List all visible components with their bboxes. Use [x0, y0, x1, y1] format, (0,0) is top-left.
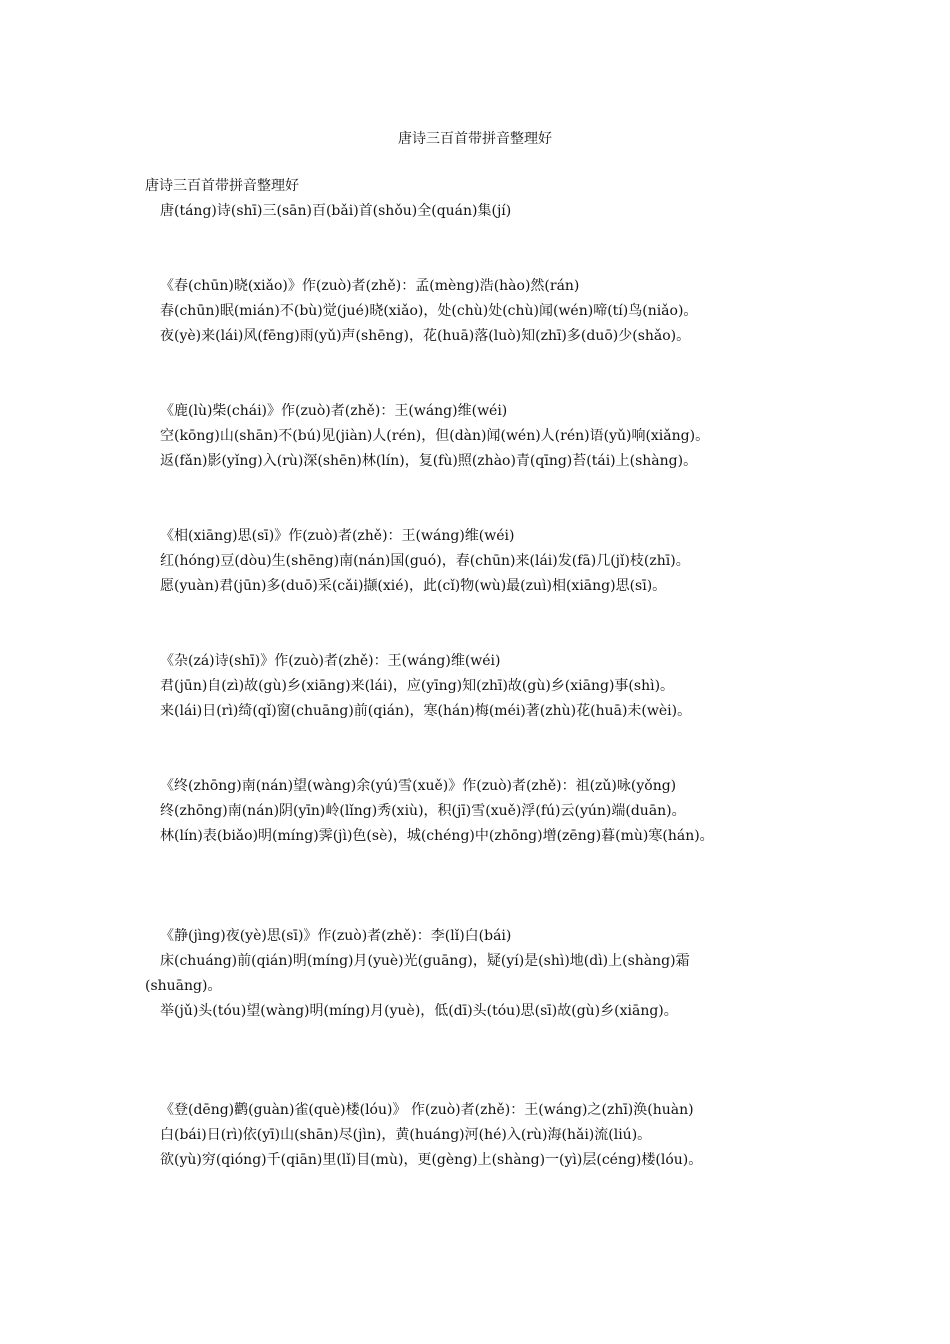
poem-line: 春(chūn)眠(mián)不(bù)觉(jué)晓(xiǎo)，处(chù)处(chù)闻(wén)啼(tí)鸟(niǎo)。 [160, 303, 698, 319]
poem-line: 林(lín)表(biǎo)明(míng)霁(jì)色(sè)，城(chéng)中(zhōng)增(zēng)暮(mù)寒(hán)。 [160, 828, 714, 844]
poem-line: 来(lái)日(rì)绮(qǐ)窗(chuāng)前(qián)，寒(hán)梅(méi)著(zhù)花(huā)未(wèi)。 [160, 703, 692, 719]
poem-line: 愿(yuàn)君(jūn)多(duō)采(cǎi)撷(xié)，此(cǐ)物(wù)最(zuì)相(xiāng)思(sī)。 [160, 578, 667, 594]
document-title: 唐诗三百首带拼音整理好 [398, 131, 552, 147]
poem-header: 《终(zhōng)南(nán)望(wàng)余(yú)雪(xuě)》作(zuò)者(zhě)：祖(zǔ)咏(yǒng) [160, 778, 677, 794]
poem-header: 《相(xiāng)思(sī)》作(zuò)者(zhě)：王(wáng)维(wéi) [160, 528, 515, 544]
poem-header: 《登(dēng)鹳(guàn)雀(què)楼(lóu)》 作(zuò)者(zhě)：王(wáng)之(zhī)涣(huàn) [160, 1102, 694, 1118]
poem-line: 终(zhōng)南(nán)阴(yīn)岭(lǐng)秀(xiù)，积(jī)雪(xuě)浮(fú)云(yún)端(duān)。 [160, 803, 686, 819]
poem-line: 举(jǔ)头(tóu)望(wàng)明(míng)月(yuè)，低(dī)头(tóu)思(sī)故(gù)乡(xiāng)。 [160, 1003, 678, 1019]
collection-title: 唐(táng)诗(shī)三(sān)百(bǎi)首(shǒu)全(quán)集(jí) [160, 203, 512, 219]
poem-line: 君(jūn)自(zì)故(gù)乡(xiāng)来(lái)，应(yīng)知(zhī)故(gù)乡(xiāng)事(shì)。 [160, 678, 675, 694]
poem-header: 《静(jìng)夜(yè)思(sī)》作(zuò)者(zhě)：李(lǐ)白(bái) [160, 928, 512, 944]
poem-line: 夜(yè)来(lái)风(fēng)雨(yǔ)声(shēng)，花(huā)落(luò)知(zhī)多(duō)少(shǎo)。 [160, 328, 691, 344]
poem-line-continuation: (shuāng)。 [145, 978, 222, 994]
poem-header: 《杂(zá)诗(shī)》作(zuò)者(zhě)：王(wáng)维(wéi) [160, 653, 501, 669]
poem-header: 《春(chūn)晓(xiǎo)》作(zuò)者(zhě)：孟(mèng)浩(hào)然(rán) [160, 278, 580, 294]
poem-line: 空(kōng)山(shān)不(bú)见(jiàn)人(rén)，但(dàn)闻(wén)人(rén)语(yǔ)响(xiǎng)。 [160, 428, 710, 444]
document-heading: 唐诗三百首带拼音整理好 [145, 178, 299, 194]
poem-line: 欲(yù)穷(qióng)千(qiān)里(lǐ)目(mù)，更(gèng)上(shàng)一(yì)层(céng)楼(lóu)。 [160, 1152, 703, 1168]
poem-line: 白(bái)日(rì)依(yī)山(shān)尽(jìn)，黄(huáng)河(hé)入(rù)海(hǎi)流(liú)。 [160, 1127, 652, 1143]
poem-line: 床(chuáng)前(qián)明(míng)月(yuè)光(guāng)，疑(yí)是(shì)地(dì)上(shàng)霜 [160, 953, 690, 969]
poem-header: 《鹿(lù)柴(chái)》作(zuò)者(zhě)：王(wáng)维(wéi) [160, 403, 508, 419]
poem-line: 红(hóng)豆(dòu)生(shēng)南(nán)国(guó)，春(chūn)来(lái)发(fā)几(jǐ)枝(zhī)。 [160, 553, 690, 569]
poem-line: 返(fǎn)影(yǐng)入(rù)深(shēn)林(lín)，复(fù)照(zhào)青(qīng)苔(tái)上(shàng)。 [160, 453, 698, 469]
